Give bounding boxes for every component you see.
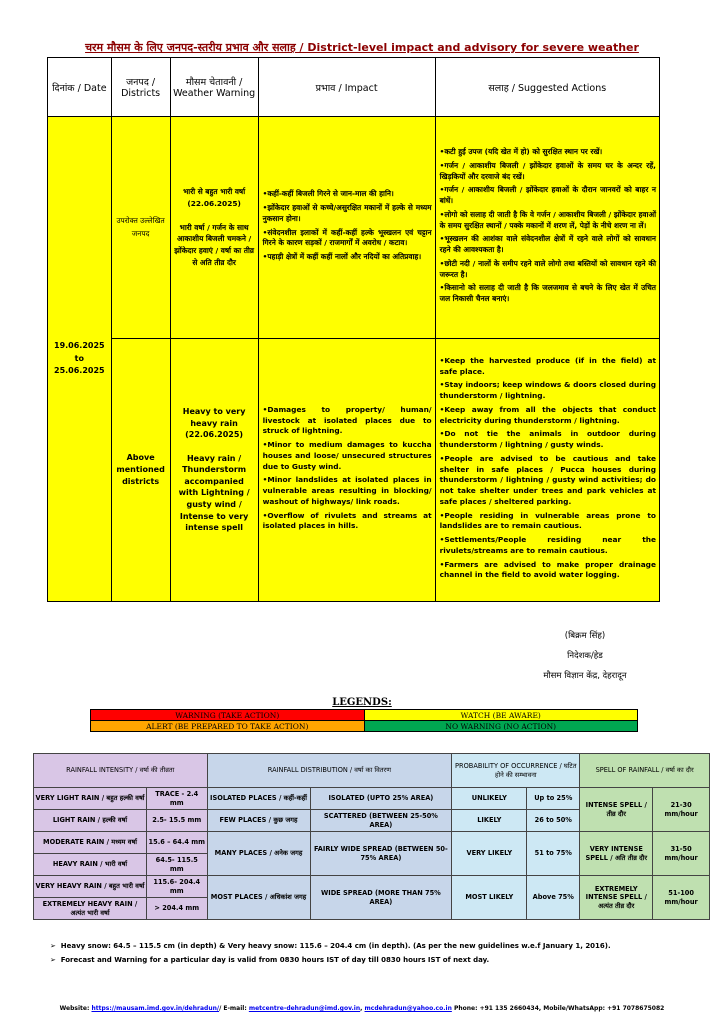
notes xyxy=(50,939,611,967)
signature-name: (बिक्रम सिंह) xyxy=(564,631,606,641)
probability-range: 26 to 50% xyxy=(527,810,580,832)
list-item: • Minor landslides at isolated places in vulnerable areas resulting in blocking/ washout of highways/ link roads. xyxy=(263,475,432,507)
distribution-name: MANY PLACES / अनेक जगह xyxy=(207,832,310,876)
website-link[interactable]: https://mausam.imd.gov.in/dehradun/ xyxy=(91,1005,220,1012)
legend-title: LEGENDS: xyxy=(332,697,392,708)
table-header-row xyxy=(48,58,660,117)
email-link-2[interactable]: mcdehradun@yahoo.co.in xyxy=(364,1005,452,1012)
actions-list-hi xyxy=(437,147,658,305)
probability-name: MOST LIKELY xyxy=(452,876,527,920)
footer-website-label: Website: xyxy=(59,1005,90,1012)
district-cell-hi: उपरोक्त उल्लेखित जनपद xyxy=(111,117,170,339)
intensity-range: 2.5- 15.5 mm xyxy=(147,810,208,832)
impact-cell-hi xyxy=(258,117,435,339)
distribution-name: FEW PLACES / कुछ जगह xyxy=(207,810,310,832)
rainfall-info-table xyxy=(33,753,710,920)
warning-cell-en: Heavy to very heavy rain (22.06.2025) Heavy rain / Thunderstorm accompanied with Lightning / gusty wind / Intense to very intense spell xyxy=(170,339,258,602)
distribution-desc: FAIRLY WIDE SPREAD (BETWEEN 50-75% AREA) xyxy=(310,832,452,876)
intensity-name: VERY LIGHT RAIN / बहुत हल्की वर्षा xyxy=(34,788,147,810)
intensity-name: MODERATE RAIN / मध्यम वर्षा xyxy=(34,832,147,854)
intensity-name: EXTREMELY HEAVY RAIN / अत्यंत भारी वर्षा xyxy=(34,898,147,920)
legend-alert: ALERT (BE PREPARED TO TAKE ACTION) xyxy=(91,721,365,732)
probability-name: UNLIKELY xyxy=(452,788,527,810)
distribution-header: RAINFALL DISTRIBUTION / वर्षा का वितरण xyxy=(207,754,452,788)
header-date: दिनांक / Date xyxy=(48,58,112,117)
note-item: ➢ Heavy snow: 64.5 – 115.5 cm (in depth) & Very heavy snow: 115.6 – 204.4 cm (in depth). (As per the new guidelines w.e.f January 1, 2016). xyxy=(50,942,611,950)
list-item: • गर्जन / आकाशीय बिजली / झोंकेदार हवाओं के समय घर के अन्दर रहें, खिड़कियों और दरवाजे बंद रखें। xyxy=(440,161,656,182)
spell-rate: 31-50 mm/hour xyxy=(653,832,710,876)
list-item: • People are advised to be cautious and take shelter in safe places / Pucca houses during thunderstorm / lightning / gusty wind activities; do not take shelter under trees and park vehicles at safe places / sheltered parking. xyxy=(440,454,656,508)
footer: Website: https://mausam.imd.gov.in/dehradun// E-mail: metcentre-dehradun@imd.gov.in, mcdehradun@yahoo.co.in Phone: +91 135 2660434, Mobile/WhatsApp: +91 7078675082 xyxy=(59,1005,665,1012)
district-cell-en: Above mentioned districts xyxy=(111,339,170,602)
impact-list-hi xyxy=(260,189,434,262)
legend-no-warning: NO WARNING (NO ACTION) xyxy=(364,721,638,732)
note-item: ➢ Forecast and Warning for a particular day is valid from 0830 hours IST of day till 0830 hours IST of next day. xyxy=(50,956,490,964)
footer-phone: Phone: +91 135 2660434, Mobile/WhatsApp: +91 7078675082 xyxy=(453,1005,665,1012)
footer-email-label: E-mail: xyxy=(223,1005,247,1012)
header-warning: मौसम चेतावनी / Weather Warning xyxy=(170,58,258,117)
distribution-desc: WIDE SPREAD (MORE THAN 75% AREA) xyxy=(310,876,452,920)
intensity-range: TRACE - 2.4 mm xyxy=(147,788,208,810)
spell-header: SPELL OF RAINFALL / वर्षा का दौर xyxy=(580,754,710,788)
table-row xyxy=(48,339,660,602)
list-item: • छोटी नदी / नालों के समीप रहने वाले लोगो तथा बस्तियों को सावधान रहने की जरूरत है। xyxy=(440,259,656,280)
probability-range: Up to 25% xyxy=(527,788,580,810)
distribution-name: ISOLATED PLACES / कहीं-कहीं xyxy=(207,788,310,810)
intensity-name: HEAVY RAIN / भारी वर्षा xyxy=(34,854,147,876)
note-text: Forecast and Warning for a particular day is valid from 0830 hours IST of day till 0830 hours IST of next day. xyxy=(60,956,490,964)
list-item: • गर्जन / आकाशीय बिजली / झोंकेदार हवाओं के दौरान जानवरों को बाहर न बांधें। xyxy=(440,185,656,206)
warning-cell-hi: भारी से बहुत भारी वर्षा (22.06.2025) भारी वर्षा / गर्जन के साथ आकाशीय बिजली चमकने / झोंकेदार हवाएं / वर्षा का तीव्र से अति तीव्र दौर xyxy=(170,117,258,339)
list-item: • भूस्खलन की आशंका वाले संवेदनशील क्षेत्रों में रहने वाले लोगों को सावधान रहने की आवश्यकता है। xyxy=(440,234,656,255)
signature-office: मौसम विज्ञान केंद्र, देहरादून xyxy=(543,671,627,681)
list-item: • Settlements/People residing near the rivulets/streams are to remain cautious. xyxy=(440,535,656,556)
list-item: • किसानो को सलाह दी जाती है कि जलजमाव से बचने के लिए खेत में उचित जल निकासी चैनल बनाएं। xyxy=(440,283,656,304)
table-row xyxy=(48,117,660,339)
page-title: चरम मौसम के लिए जनपद-स्तरीय प्रभाव और सलाह / District-level impact and advisory for severe weather xyxy=(85,41,639,54)
probability-name: VERY LIKELY xyxy=(452,832,527,876)
advisory-table xyxy=(47,57,660,602)
intensity-range: 15.6 – 64.4 mm xyxy=(147,832,208,854)
header-impact: प्रभाव / Impact xyxy=(258,58,435,117)
header-actions: सलाह / Suggested Actions xyxy=(435,58,659,117)
list-item: • Keep away from all the objects that conduct electricity during thunderstorm / lightning. xyxy=(440,405,656,426)
probability-name: LIKELY xyxy=(452,810,527,832)
header-district: जनपद / Districts xyxy=(111,58,170,117)
legend-table xyxy=(90,709,638,732)
list-item: • झोंकेदार हवाओं से कच्चे/असुरक्षित मकानों में हल्के से मध्यम नुकसान होना। xyxy=(263,203,432,224)
note-text: Heavy snow: 64.5 – 115.5 cm (in depth) & Very heavy snow: 115.6 – 204.4 cm (in depth). (As per the new guidelines w.e.f January 1, 2016). xyxy=(60,942,611,950)
list-item: • Farmers are advised to make proper drainage channel in the field to avoid water logging. xyxy=(440,560,656,581)
list-item: • Keep the harvested produce (if in the field) at safe place. xyxy=(440,356,656,377)
list-item: • कहीं-कहीं बिजली गिरने से जान-माल की हानि। xyxy=(263,189,432,200)
email-link-1[interactable]: metcentre-dehradun@imd.gov.in xyxy=(248,1005,361,1012)
list-item: • Overflow of rivulets and streams at isolated places in hills. xyxy=(263,511,432,532)
impact-cell-en xyxy=(258,339,435,602)
list-item: • लोगो को सलाह दी जाती है कि वे गर्जन / आकाशीय बिजली / झोंकेदार हवाओं के समय सुरक्षित स्थानों / पक्के मकानों में शरण लें, पेड़ों के नीचे शरण ना लें। xyxy=(440,210,656,231)
distribution-name: MOST PLACES / अधिकांश जगह xyxy=(207,876,310,920)
intensity-range: > 204.4 mm xyxy=(147,898,208,920)
list-item: • संवेदनशील इलाकों में कहीं-कहीं हल्के भूस्खलन एवं चट्टान गिरने के कारण सड़कों / राजमार्गों में अवरोध / कटाव। xyxy=(263,228,432,249)
distribution-desc: ISOLATED (UPTO 25% AREA) xyxy=(310,788,452,810)
actions-cell-en xyxy=(435,339,659,602)
spell-rate: 21-30 mm/hour xyxy=(653,788,710,832)
date-range-cell: 19.06.2025 to 25.06.2025 xyxy=(48,117,112,602)
spell-rate: 51-100 mm/hour xyxy=(653,876,710,920)
list-item: • Minor to medium damages to kuccha houses and loose/ unsecured structures due to Gusty wind. xyxy=(263,440,432,472)
list-item: • पहाड़ी क्षेत्रों में कहीं कहीं नालों और नदियों का अतिप्रवाह। xyxy=(263,252,432,263)
list-item: • Damages to property/ human/ livestock at isolated places due to struck of lightning. xyxy=(263,405,432,437)
signature-block xyxy=(515,626,655,686)
probability-header: PROBABILITY OF OCCURRENCE / घटित होने की सम्भावना xyxy=(452,754,580,788)
signature-designation: निदेशक/हेड xyxy=(567,651,603,661)
actions-list-en xyxy=(437,356,658,581)
intensity-range: 64.5- 115.5 mm xyxy=(147,854,208,876)
impact-list-en xyxy=(260,405,434,532)
legend-watch: WATCH (BE AWARE) xyxy=(364,710,638,721)
actions-cell-hi xyxy=(435,117,659,339)
list-item: • Do not tie the animals in outdoor during thunderstorm / lightning / gusty winds. xyxy=(440,429,656,450)
probability-range: Above 75% xyxy=(527,876,580,920)
intensity-header: RAINFALL INTENSITY / वर्षा की तीव्रता xyxy=(34,754,208,788)
legend-warning: WARNING (TAKE ACTION) xyxy=(91,710,365,721)
probability-range: 51 to 75% xyxy=(527,832,580,876)
intensity-name: VERY HEAVY RAIN / बहुत भारी वर्षा xyxy=(34,876,147,898)
list-item: • People residing in vulnerable areas prone to landslides are to remain cautious. xyxy=(440,511,656,532)
list-item: • Stay indoors; keep windows & doors closed during thunderstorm / lightning. xyxy=(440,380,656,401)
spell-name: EXTREMELY INTENSE SPELL / अत्यंत तीव्र दौर xyxy=(580,876,653,920)
spell-name: INTENSE SPELL / तीव्र दौर xyxy=(580,788,653,832)
spell-name: VERY INTENSE SPELL / अति तीव्र दौर xyxy=(580,832,653,876)
distribution-desc: SCATTERED (BETWEEN 25-50% AREA) xyxy=(310,810,452,832)
intensity-range: 115.6- 204.4 mm xyxy=(147,876,208,898)
list-item: • कटी हुई उपज (यदि खेत में हो) को सुरक्षित स्थान पर रखें। xyxy=(440,147,656,158)
intensity-name: LIGHT RAIN / हल्की वर्षा xyxy=(34,810,147,832)
